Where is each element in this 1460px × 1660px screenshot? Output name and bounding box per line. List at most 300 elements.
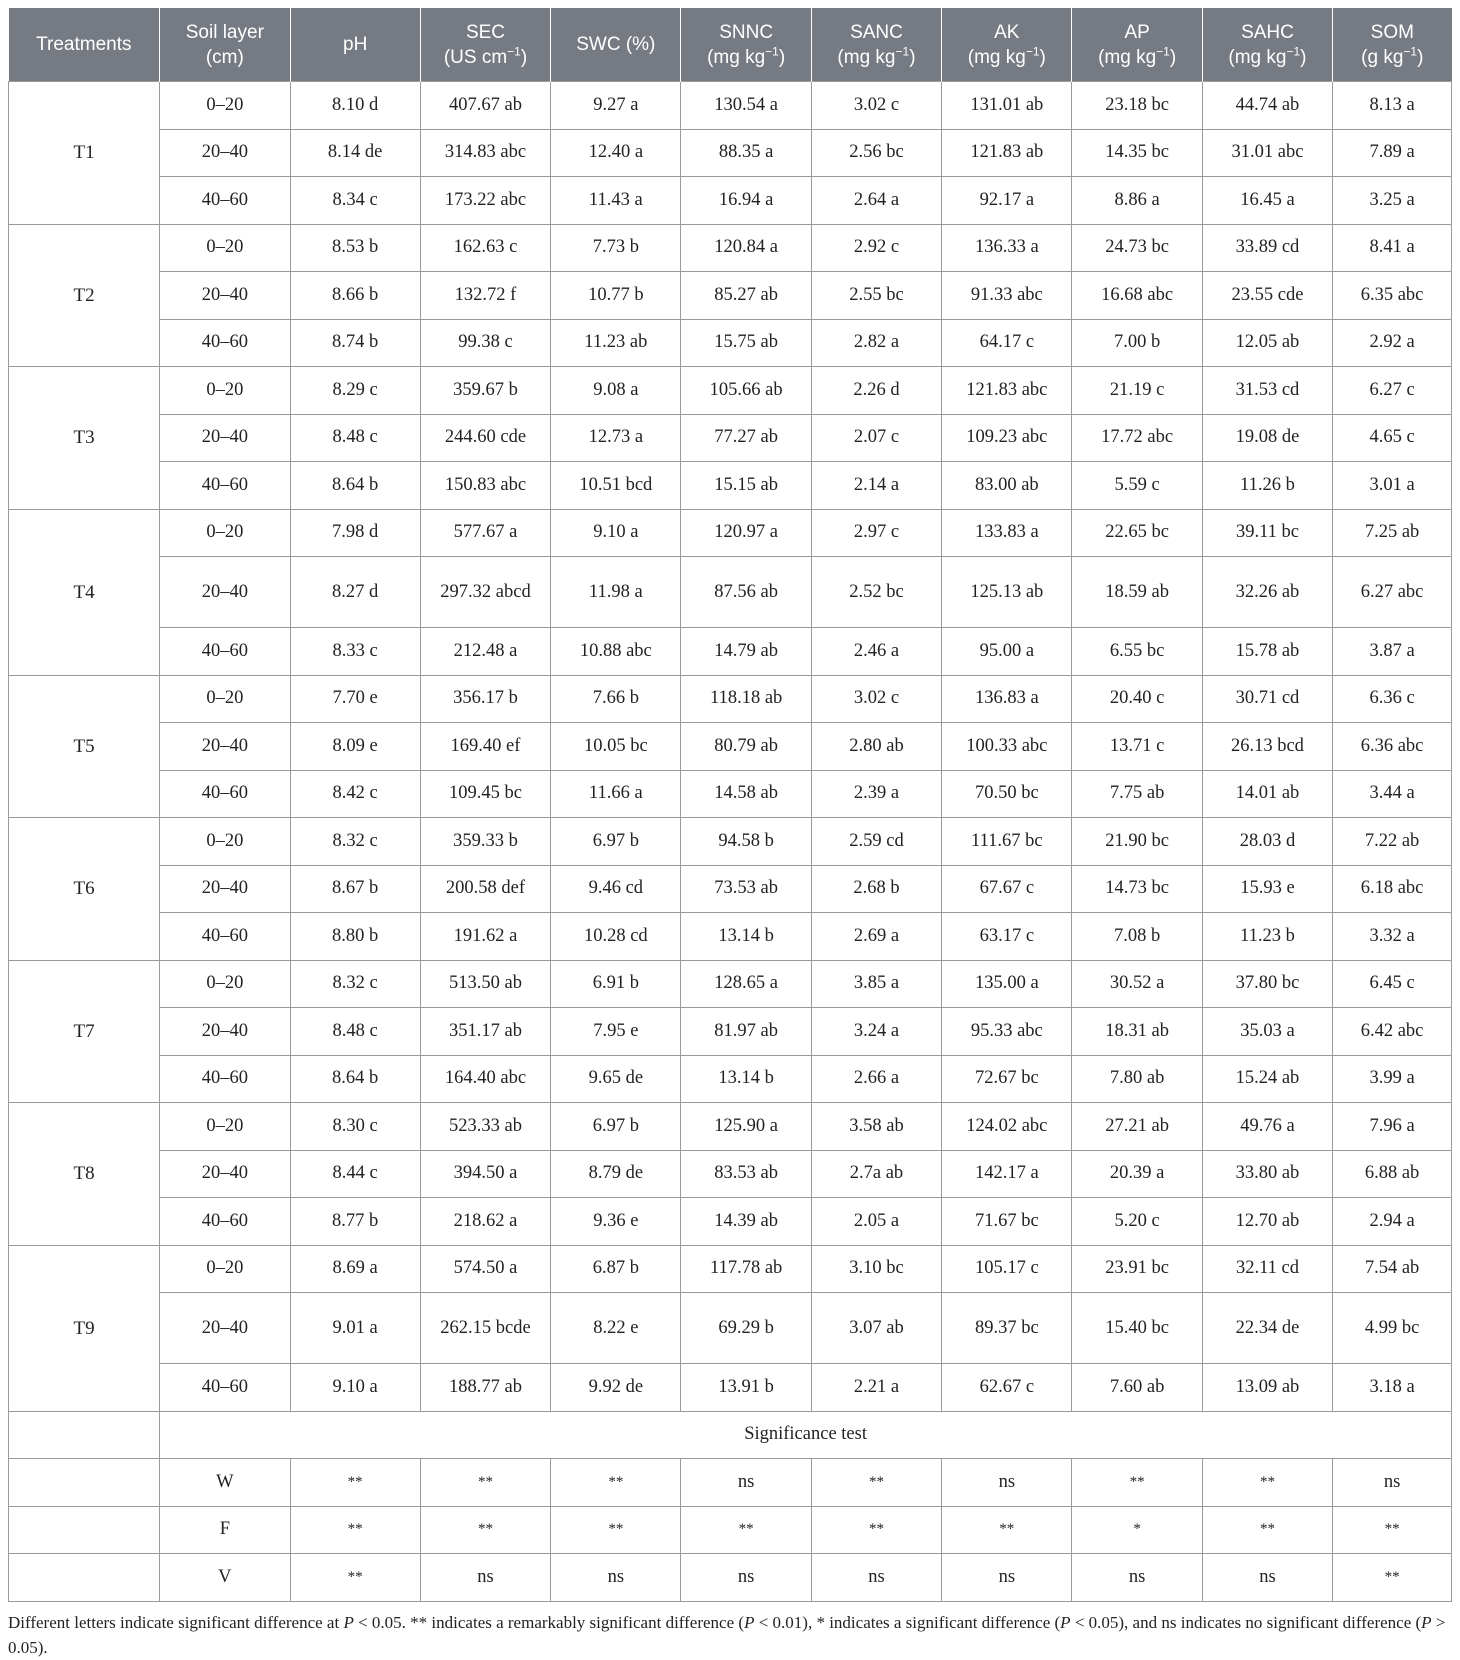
column-header-unit: (g kg	[1361, 46, 1404, 68]
column-header-unit-close: )	[520, 46, 528, 68]
table-row	[9, 414, 1452, 462]
soil-layer-cell: 20–40	[160, 723, 290, 771]
value-cell: 7.22 ab	[1333, 818, 1452, 866]
significance-cell: ns	[1333, 1459, 1452, 1507]
value-cell: 351.17 ab	[420, 1008, 550, 1056]
table-row	[9, 1245, 1452, 1293]
value-cell: 2.64 a	[811, 177, 941, 225]
value-cell: 2.07 c	[811, 414, 941, 462]
significance-cell: **	[1072, 1459, 1202, 1507]
table-row	[9, 770, 1452, 818]
significance-cell: **	[681, 1506, 811, 1554]
value-cell: 35.03 a	[1202, 1008, 1332, 1056]
value-cell: 513.50 ab	[420, 960, 550, 1008]
value-cell: 8.79 de	[551, 1150, 681, 1198]
value-cell: 15.24 ab	[1202, 1055, 1332, 1103]
table-row	[9, 272, 1452, 320]
value-cell: 125.13 ab	[942, 557, 1072, 628]
value-cell: 8.27 d	[290, 557, 420, 628]
value-cell: 8.32 c	[290, 818, 420, 866]
value-cell: 13.71 c	[1072, 723, 1202, 771]
value-cell: 6.18 abc	[1333, 865, 1452, 913]
header-row	[9, 8, 1452, 82]
value-cell: 87.56 ab	[681, 557, 811, 628]
value-cell: 8.34 c	[290, 177, 420, 225]
value-cell: 574.50 a	[420, 1245, 550, 1293]
value-cell: 3.02 c	[811, 675, 941, 723]
empty-cell	[9, 1459, 160, 1507]
value-cell: 21.90 bc	[1072, 818, 1202, 866]
column-header-unit-exponent: −1	[765, 44, 779, 59]
value-cell: 2.97 c	[811, 509, 941, 557]
column-header-label: Soil layer	[185, 21, 264, 43]
value-cell: 120.84 a	[681, 224, 811, 272]
value-cell: 3.44 a	[1333, 770, 1452, 818]
table-row	[9, 818, 1452, 866]
value-cell: 3.87 a	[1333, 628, 1452, 676]
value-cell: 109.45 bc	[420, 770, 550, 818]
value-cell: 169.40 ef	[420, 723, 550, 771]
column-header-unit: (mg kg	[837, 46, 896, 68]
value-cell: 7.54 ab	[1333, 1245, 1452, 1293]
value-cell: 12.70 ab	[1202, 1198, 1332, 1246]
value-cell: 8.66 b	[290, 272, 420, 320]
value-cell: 3.58 ab	[811, 1103, 941, 1151]
column-header	[290, 8, 420, 82]
value-cell: 10.51 bcd	[551, 462, 681, 510]
value-cell: 2.56 bc	[811, 129, 941, 177]
value-cell: 100.33 abc	[942, 723, 1072, 771]
soil-layer-cell: 40–60	[160, 913, 290, 961]
value-cell: 70.50 bc	[942, 770, 1072, 818]
value-cell: 69.29 b	[681, 1293, 811, 1364]
value-cell: 6.27 abc	[1333, 557, 1452, 628]
value-cell: 6.87 b	[551, 1245, 681, 1293]
value-cell: 8.44 c	[290, 1150, 420, 1198]
value-cell: 7.00 b	[1072, 319, 1202, 367]
value-cell: 9.36 e	[551, 1198, 681, 1246]
value-cell: 7.70 e	[290, 675, 420, 723]
soil-layer-cell: 40–60	[160, 177, 290, 225]
value-cell: 8.74 b	[290, 319, 420, 367]
value-cell: 83.53 ab	[681, 1150, 811, 1198]
value-cell: 2.39 a	[811, 770, 941, 818]
value-cell: 4.65 c	[1333, 414, 1452, 462]
value-cell: 80.79 ab	[681, 723, 811, 771]
soil-layer-cell: 0–20	[160, 82, 290, 130]
table-row	[9, 675, 1452, 723]
soil-layer-cell: 0–20	[160, 367, 290, 415]
value-cell: 9.08 a	[551, 367, 681, 415]
empty-cell	[9, 1554, 160, 1602]
value-cell: 22.34 de	[1202, 1293, 1332, 1364]
value-cell: 15.15 ab	[681, 462, 811, 510]
soil-layer-cell: 0–20	[160, 1245, 290, 1293]
value-cell: 9.10 a	[551, 509, 681, 557]
value-cell: 72.67 bc	[942, 1055, 1072, 1103]
value-cell: 131.01 ab	[942, 82, 1072, 130]
value-cell: 83.00 ab	[942, 462, 1072, 510]
value-cell: 14.58 ab	[681, 770, 811, 818]
significance-cell: **	[290, 1506, 420, 1554]
value-cell: 2.92 a	[1333, 319, 1452, 367]
value-cell: 2.82 a	[811, 319, 941, 367]
significance-cell: **	[551, 1459, 681, 1507]
soil-layer-cell: 40–60	[160, 628, 290, 676]
footnote-text: Different letters indicate significant difference at	[8, 1612, 344, 1632]
column-header-unit-exponent: −1	[1286, 44, 1301, 59]
value-cell: 8.48 c	[290, 1008, 420, 1056]
value-cell: 14.73 bc	[1072, 865, 1202, 913]
column-header-unit: (cm)	[205, 46, 244, 68]
value-cell: 2.05 a	[811, 1198, 941, 1246]
significance-cell: **	[420, 1459, 550, 1507]
treatment-cell: T4	[9, 509, 160, 675]
soil-layer-cell: 0–20	[160, 1103, 290, 1151]
soil-layer-cell: 20–40	[160, 414, 290, 462]
table-row	[9, 1055, 1452, 1103]
value-cell: 6.36 c	[1333, 675, 1452, 723]
value-cell: 32.11 cd	[1202, 1245, 1332, 1293]
table-row	[9, 462, 1452, 510]
soil-layer-cell: 0–20	[160, 675, 290, 723]
table-row	[9, 865, 1452, 913]
column-header-label: AK	[994, 21, 1020, 43]
significance-cell: ns	[811, 1554, 941, 1602]
value-cell: 356.17 b	[420, 675, 550, 723]
value-cell: 32.26 ab	[1202, 557, 1332, 628]
column-header-label: SEC	[465, 21, 506, 43]
value-cell: 2.66 a	[811, 1055, 941, 1103]
column-header-label: pH	[343, 34, 368, 55]
value-cell: 7.73 b	[551, 224, 681, 272]
value-cell: 2.94 a	[1333, 1198, 1452, 1246]
value-cell: 28.03 d	[1202, 818, 1332, 866]
value-cell: 33.80 ab	[1202, 1150, 1332, 1198]
value-cell: 9.27 a	[551, 82, 681, 130]
value-cell: 8.32 c	[290, 960, 420, 1008]
value-cell: 71.67 bc	[942, 1198, 1072, 1246]
value-cell: 88.35 a	[681, 129, 811, 177]
value-cell: 30.71 cd	[1202, 675, 1332, 723]
table-row	[9, 1198, 1452, 1246]
column-header	[551, 8, 681, 82]
value-cell: 22.65 bc	[1072, 509, 1202, 557]
value-cell: 19.08 de	[1202, 414, 1332, 462]
value-cell: 297.32 abcd	[420, 557, 550, 628]
value-cell: 31.01 abc	[1202, 129, 1332, 177]
value-cell: 9.01 a	[290, 1293, 420, 1364]
value-cell: 9.92 de	[551, 1364, 681, 1412]
value-cell: 150.83 abc	[420, 462, 550, 510]
value-cell: 2.52 bc	[811, 557, 941, 628]
soil-layer-cell: 20–40	[160, 557, 290, 628]
value-cell: 21.19 c	[1072, 367, 1202, 415]
significance-row	[9, 1459, 1452, 1507]
treatment-cell: T7	[9, 960, 160, 1103]
column-header	[681, 8, 811, 82]
column-header	[1072, 8, 1202, 82]
table-row	[9, 557, 1452, 628]
value-cell: 10.77 b	[551, 272, 681, 320]
value-cell: 3.25 a	[1333, 177, 1452, 225]
factor-label: V	[160, 1554, 290, 1602]
soil-layer-cell: 0–20	[160, 224, 290, 272]
value-cell: 577.67 a	[420, 509, 550, 557]
value-cell: 136.83 a	[942, 675, 1072, 723]
footnote-p-symbol: P	[1060, 1612, 1071, 1632]
value-cell: 18.31 ab	[1072, 1008, 1202, 1056]
value-cell: 11.66 a	[551, 770, 681, 818]
value-cell: 2.7a ab	[811, 1150, 941, 1198]
value-cell: 77.27 ab	[681, 414, 811, 462]
value-cell: 314.83 abc	[420, 129, 550, 177]
value-cell: 20.40 c	[1072, 675, 1202, 723]
column-header-label: SWC (%)	[576, 34, 656, 55]
value-cell: 8.64 b	[290, 1055, 420, 1103]
soil-layer-cell: 20–40	[160, 272, 290, 320]
value-cell: 3.18 a	[1333, 1364, 1452, 1412]
value-cell: 3.01 a	[1333, 462, 1452, 510]
value-cell: 7.89 a	[1333, 129, 1452, 177]
value-cell: 8.41 a	[1333, 224, 1452, 272]
value-cell: 6.45 c	[1333, 960, 1452, 1008]
value-cell: 10.05 bc	[551, 723, 681, 771]
value-cell: 173.22 abc	[420, 177, 550, 225]
value-cell: 9.65 de	[551, 1055, 681, 1103]
significance-cell: ns	[551, 1554, 681, 1602]
value-cell: 8.13 a	[1333, 82, 1452, 130]
column-header-unit: (mg kg	[1228, 46, 1287, 68]
column-header-unit-close: )	[1169, 46, 1177, 68]
value-cell: 6.36 abc	[1333, 723, 1452, 771]
value-cell: 11.26 b	[1202, 462, 1332, 510]
value-cell: 3.99 a	[1333, 1055, 1452, 1103]
value-cell: 7.96 a	[1333, 1103, 1452, 1151]
value-cell: 109.23 abc	[942, 414, 1072, 462]
value-cell: 162.63 c	[420, 224, 550, 272]
table-row	[9, 960, 1452, 1008]
significance-cell: *	[1072, 1506, 1202, 1554]
value-cell: 8.29 c	[290, 367, 420, 415]
soil-layer-cell: 40–60	[160, 319, 290, 367]
value-cell: 6.97 b	[551, 818, 681, 866]
value-cell: 164.40 abc	[420, 1055, 550, 1103]
column-header-unit-close: )	[778, 46, 786, 68]
value-cell: 200.58 def	[420, 865, 550, 913]
value-cell: 7.80 ab	[1072, 1055, 1202, 1103]
column-header	[1202, 8, 1332, 82]
footnote-text: < 0.01), * indicates a significant difference (	[754, 1612, 1061, 1632]
value-cell: 15.75 ab	[681, 319, 811, 367]
value-cell: 3.24 a	[811, 1008, 941, 1056]
value-cell: 33.89 cd	[1202, 224, 1332, 272]
value-cell: 11.23 ab	[551, 319, 681, 367]
value-cell: 142.17 a	[942, 1150, 1072, 1198]
value-cell: 188.77 ab	[420, 1364, 550, 1412]
value-cell: 3.32 a	[1333, 913, 1452, 961]
value-cell: 7.75 ab	[1072, 770, 1202, 818]
value-cell: 133.83 a	[942, 509, 1072, 557]
value-cell: 8.14 de	[290, 129, 420, 177]
footnote-text: < 0.05), and ns indicates no significant difference (	[1070, 1612, 1422, 1632]
value-cell: 11.98 a	[551, 557, 681, 628]
value-cell: 27.21 ab	[1072, 1103, 1202, 1151]
value-cell: 3.10 bc	[811, 1245, 941, 1293]
value-cell: 8.33 c	[290, 628, 420, 676]
value-cell: 2.68 b	[811, 865, 941, 913]
value-cell: 117.78 ab	[681, 1245, 811, 1293]
table-row	[9, 1293, 1452, 1364]
table-row	[9, 509, 1452, 557]
value-cell: 136.33 a	[942, 224, 1072, 272]
value-cell: 94.58 b	[681, 818, 811, 866]
value-cell: 3.85 a	[811, 960, 941, 1008]
value-cell: 63.17 c	[942, 913, 1072, 961]
column-header-unit-exponent: −1	[1403, 44, 1418, 59]
value-cell: 23.55 cde	[1202, 272, 1332, 320]
treatment-cell: T1	[9, 82, 160, 225]
value-cell: 2.14 a	[811, 462, 941, 510]
value-cell: 3.07 ab	[811, 1293, 941, 1364]
value-cell: 7.08 b	[1072, 913, 1202, 961]
value-cell: 8.77 b	[290, 1198, 420, 1246]
table-row	[9, 1364, 1452, 1412]
value-cell: 523.33 ab	[420, 1103, 550, 1151]
value-cell: 16.94 a	[681, 177, 811, 225]
value-cell: 8.86 a	[1072, 177, 1202, 225]
value-cell: 135.00 a	[942, 960, 1072, 1008]
value-cell: 2.69 a	[811, 913, 941, 961]
soil-layer-cell: 20–40	[160, 129, 290, 177]
significance-cell: ns	[1072, 1554, 1202, 1602]
value-cell: 14.01 ab	[1202, 770, 1332, 818]
footnote-p-symbol: P	[744, 1612, 755, 1632]
value-cell: 23.91 bc	[1072, 1245, 1202, 1293]
column-header-unit: (mg kg	[967, 46, 1026, 68]
value-cell: 10.28 cd	[551, 913, 681, 961]
soil-properties-table	[8, 8, 1452, 1602]
value-cell: 39.11 bc	[1202, 509, 1332, 557]
significance-cell: ns	[420, 1554, 550, 1602]
value-cell: 9.46 cd	[551, 865, 681, 913]
value-cell: 30.52 a	[1072, 960, 1202, 1008]
value-cell: 8.30 c	[290, 1103, 420, 1151]
footnote-p-symbol: P	[343, 1612, 354, 1632]
significance-cell: ns	[942, 1459, 1072, 1507]
value-cell: 6.91 b	[551, 960, 681, 1008]
value-cell: 7.25 ab	[1333, 509, 1452, 557]
significance-title-row	[9, 1411, 1452, 1459]
value-cell: 2.80 ab	[811, 723, 941, 771]
treatment-cell: T9	[9, 1245, 160, 1411]
value-cell: 7.60 ab	[1072, 1364, 1202, 1412]
column-header-unit-exponent: −1	[1025, 44, 1040, 59]
value-cell: 132.72 f	[420, 272, 550, 320]
value-cell: 125.90 a	[681, 1103, 811, 1151]
value-cell: 16.45 a	[1202, 177, 1332, 225]
table-row	[9, 129, 1452, 177]
value-cell: 8.80 b	[290, 913, 420, 961]
column-header-unit-exponent: −1	[507, 44, 521, 59]
column-header-label: SAHC	[1241, 21, 1294, 43]
value-cell: 2.55 bc	[811, 272, 941, 320]
value-cell: 8.10 d	[290, 82, 420, 130]
table-row	[9, 913, 1452, 961]
footnote-p-symbol: P	[1421, 1612, 1432, 1632]
value-cell: 67.67 c	[942, 865, 1072, 913]
soil-layer-cell: 20–40	[160, 1150, 290, 1198]
value-cell: 8.09 e	[290, 723, 420, 771]
significance-cell: **	[420, 1506, 550, 1554]
column-header	[160, 8, 290, 82]
value-cell: 2.21 a	[811, 1364, 941, 1412]
significance-row	[9, 1506, 1452, 1554]
soil-layer-cell: 20–40	[160, 1008, 290, 1056]
value-cell: 359.33 b	[420, 818, 550, 866]
empty-cell	[9, 1506, 160, 1554]
empty-cell	[9, 1411, 160, 1459]
treatment-cell: T2	[9, 224, 160, 367]
column-header-unit-exponent: −1	[1156, 44, 1170, 59]
value-cell: 191.62 a	[420, 913, 550, 961]
value-cell: 85.27 ab	[681, 272, 811, 320]
column-header-unit-close: )	[1300, 46, 1307, 68]
value-cell: 26.13 bcd	[1202, 723, 1332, 771]
table-container	[8, 8, 1452, 1660]
soil-layer-cell: 40–60	[160, 770, 290, 818]
significance-cell: ns	[942, 1554, 1072, 1602]
soil-layer-cell: 40–60	[160, 1364, 290, 1412]
value-cell: 212.48 a	[420, 628, 550, 676]
soil-layer-cell: 0–20	[160, 818, 290, 866]
value-cell: 15.40 bc	[1072, 1293, 1202, 1364]
significance-cell: **	[1333, 1554, 1452, 1602]
value-cell: 118.18 ab	[681, 675, 811, 723]
value-cell: 23.18 bc	[1072, 82, 1202, 130]
value-cell: 92.17 a	[942, 177, 1072, 225]
significance-cell: ns	[681, 1554, 811, 1602]
significance-cell: **	[1202, 1506, 1332, 1554]
soil-layer-cell: 0–20	[160, 509, 290, 557]
column-header	[1333, 8, 1452, 82]
table-row	[9, 82, 1452, 130]
treatment-cell: T3	[9, 367, 160, 510]
value-cell: 10.88 abc	[551, 628, 681, 676]
table-row	[9, 1103, 1452, 1151]
significance-cell: ns	[1202, 1554, 1332, 1602]
significance-cell: **	[551, 1506, 681, 1554]
column-header-unit: (US cm	[443, 46, 508, 68]
value-cell: 359.67 b	[420, 367, 550, 415]
value-cell: 2.92 c	[811, 224, 941, 272]
soil-layer-cell: 20–40	[160, 1293, 290, 1364]
table-row	[9, 224, 1452, 272]
column-header	[811, 8, 941, 82]
value-cell: 7.95 e	[551, 1008, 681, 1056]
soil-layer-cell: 20–40	[160, 865, 290, 913]
table-body	[9, 82, 1452, 1602]
table-row	[9, 628, 1452, 676]
column-header-label: Treatments	[36, 34, 132, 55]
value-cell: 20.39 a	[1072, 1150, 1202, 1198]
value-cell: 31.53 cd	[1202, 367, 1332, 415]
factor-label: F	[160, 1506, 290, 1554]
value-cell: 12.05 ab	[1202, 319, 1332, 367]
value-cell: 105.17 c	[942, 1245, 1072, 1293]
value-cell: 8.53 b	[290, 224, 420, 272]
value-cell: 2.46 a	[811, 628, 941, 676]
